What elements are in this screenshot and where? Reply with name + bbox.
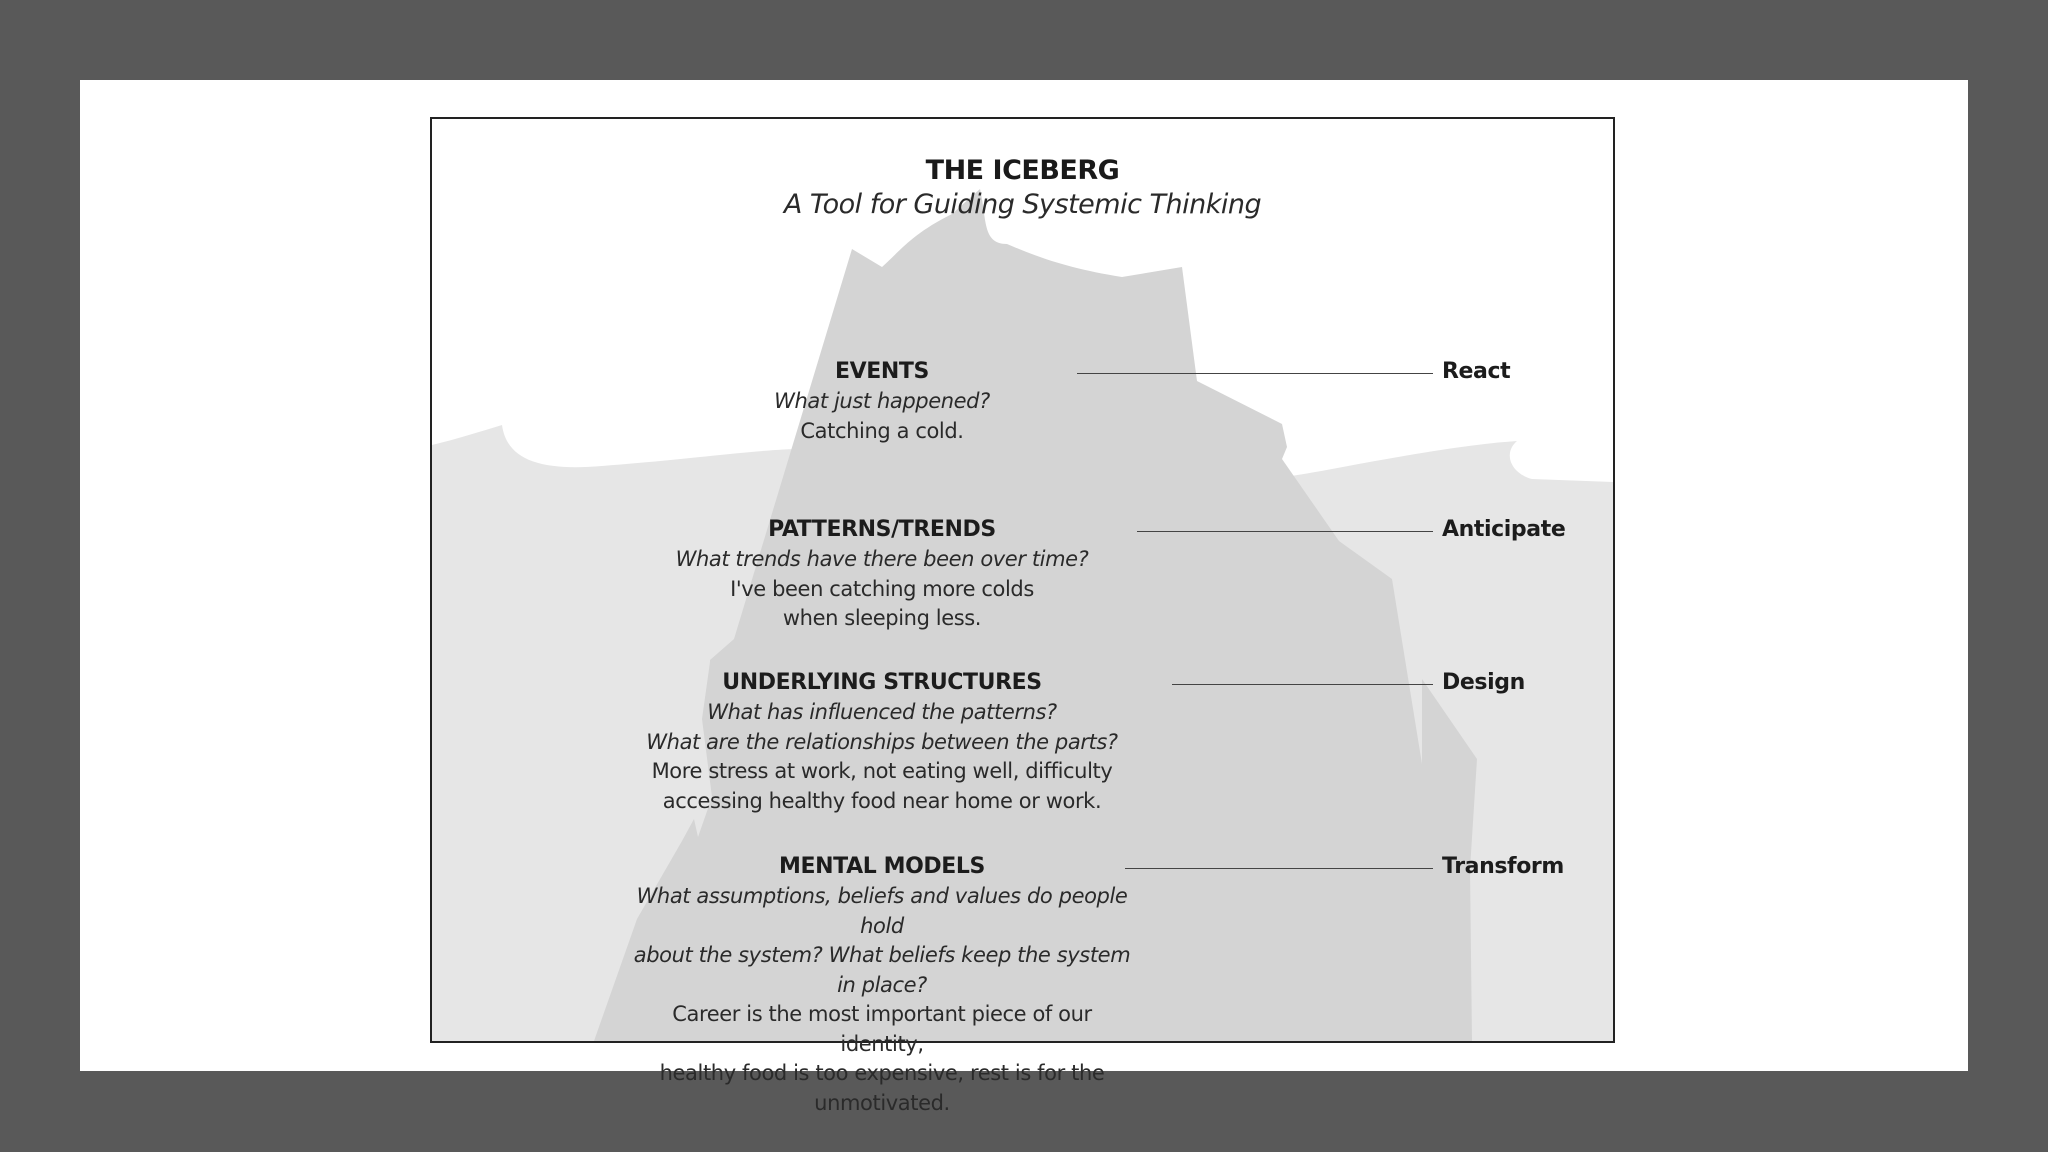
level-question: What trends have there been over time? xyxy=(675,547,1089,571)
leader-line-mental-models xyxy=(1125,868,1433,869)
level-heading: EVENTS xyxy=(835,359,929,384)
level-question: What just happened? xyxy=(774,389,990,413)
diagram-title: THE ICEBERG xyxy=(925,155,1120,186)
diagram-subtitle: A Tool for Guiding Systemic Thinking xyxy=(783,189,1262,220)
level-question: What has influenced the patterns? xyxy=(707,700,1057,724)
leader-line-structures xyxy=(1172,684,1433,685)
level-heading: MENTAL MODELS xyxy=(779,854,985,879)
leader-line-patterns xyxy=(1137,531,1433,532)
slide xyxy=(80,80,1968,1115)
level-question: What assumptions, beliefs and values do people hold xyxy=(636,884,1128,938)
level-question: What are the relationships between the parts? xyxy=(646,729,1118,754)
level-example: I've been catching more colds xyxy=(730,576,1034,601)
level-events xyxy=(632,357,1132,446)
level-example: More stress at work, not eating well, difficulty xyxy=(651,759,1113,783)
level-patterns-trends xyxy=(632,515,1132,634)
leader-line-events xyxy=(1077,373,1433,374)
action-transform: Transform xyxy=(1442,854,1564,879)
level-heading: UNDERLYING STRUCTURES xyxy=(722,670,1042,695)
iceberg-diagram-frame xyxy=(430,117,1615,1115)
level-example: when sleeping less. xyxy=(782,606,982,630)
level-example: accessing healthy food near home or work. xyxy=(662,788,1102,813)
level-mental-models xyxy=(632,852,1132,1118)
level-example: Catching a cold. xyxy=(800,418,964,443)
level-underlying-structures xyxy=(632,668,1132,816)
action-design: Design xyxy=(1442,670,1525,695)
action-react: React xyxy=(1442,359,1511,384)
level-example: Career is the most important piece of our identity, xyxy=(672,1002,1092,1056)
level-example: healthy food is too expensive, rest is for the unmotivated. xyxy=(659,1061,1105,1115)
action-anticipate: Anticipate xyxy=(1442,517,1566,542)
level-heading: PATTERNS/TRENDS xyxy=(768,517,996,542)
level-question: about the system? What beliefs keep the system in place? xyxy=(633,943,1131,997)
